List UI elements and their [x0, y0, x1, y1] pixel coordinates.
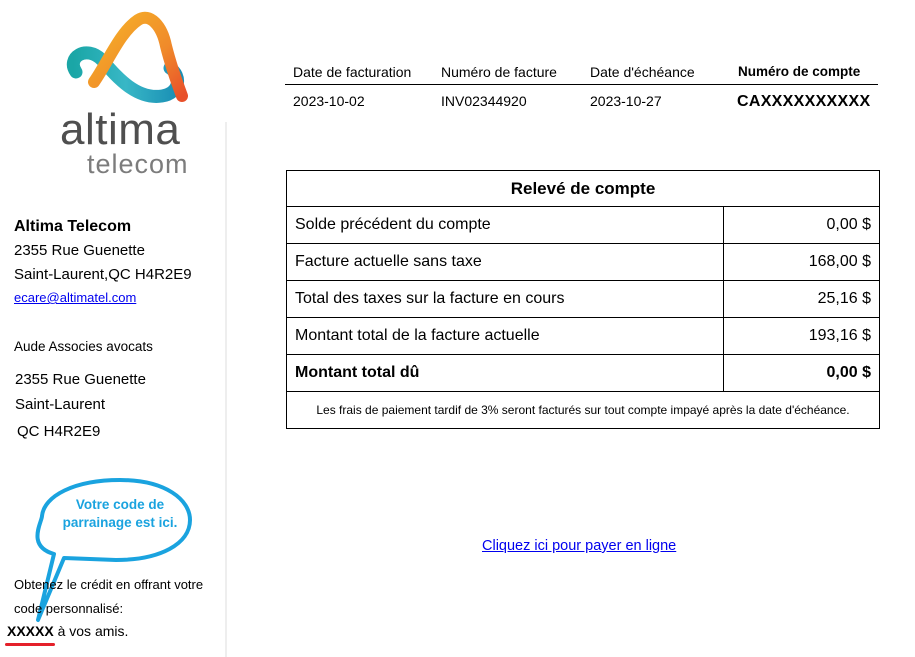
total-due-label: Montant total dû	[287, 355, 724, 391]
account-number: CAXXXXXXXXXX	[737, 93, 871, 110]
row-label: Solde précédent du compte	[287, 207, 724, 243]
company-email-link[interactable]: ecare@altimatel.com	[14, 290, 137, 305]
billing-date: 2023-10-02	[293, 93, 365, 109]
referral-suffix: à vos amis.	[53, 623, 129, 639]
label-billing-date: Date de facturation	[293, 64, 412, 80]
customer-name: Aude Associes avocats	[14, 339, 153, 354]
pay-online-link[interactable]: Cliquez ici pour payer en ligne	[482, 538, 677, 554]
column-separator	[225, 122, 227, 657]
table-row	[287, 281, 879, 318]
altima-logo-icon	[58, 10, 193, 110]
row-value: 193,16 $	[808, 327, 871, 344]
brand-name: altima	[60, 105, 181, 154]
label-due-date: Date d'échéance	[590, 64, 695, 80]
table-row	[287, 207, 879, 244]
due-date: 2023-10-27	[590, 93, 662, 109]
table-row	[287, 244, 879, 281]
referral-bubble-text: Votre code de parrainage est ici.	[62, 497, 178, 530]
company-city: Saint-Laurent,QC H4R2E9	[14, 266, 192, 283]
row-label: Montant total de la facture actuelle	[287, 318, 724, 354]
referral-code: XXXXX	[7, 623, 54, 639]
late-fee-note: Les frais de paiement tardif de 3% seront facturés sur tout compte impayé après la date d'échéance.	[316, 403, 850, 417]
account-statement-table	[286, 170, 880, 429]
label-invoice-number: Numéro de facture	[441, 64, 557, 80]
referral-line-1: Obtenez le crédit en offrant votre	[14, 577, 204, 592]
invoice-number: INV02344920	[441, 93, 527, 109]
header-divider	[285, 84, 878, 85]
brand-subtitle: telecom	[87, 149, 189, 179]
label-account-number: Numéro de compte	[738, 64, 861, 79]
row-label: Facture actuelle sans taxe	[287, 244, 724, 280]
customer-postal: QC H4R2E9	[17, 423, 101, 440]
referral-line-2: code personnalisé:	[14, 601, 124, 616]
table-row	[287, 318, 879, 355]
customer-city: Saint-Laurent	[15, 396, 106, 413]
referral-code-line	[7, 623, 128, 639]
row-label: Total des taxes sur la facture en cours	[287, 281, 724, 317]
company-street: 2355 Rue Guenette	[14, 242, 145, 259]
company-name: Altima Telecom	[14, 218, 132, 235]
row-value: 0,00 $	[826, 216, 871, 233]
row-value: 25,16 $	[817, 290, 871, 307]
row-value: 168,00 $	[808, 253, 871, 270]
customer-street: 2355 Rue Guenette	[15, 371, 146, 388]
total-due-value: 0,00 $	[826, 364, 871, 381]
statement-title: Relevé de compte	[287, 171, 879, 207]
referral-code-underline	[5, 643, 55, 646]
total-due-row	[287, 355, 879, 392]
